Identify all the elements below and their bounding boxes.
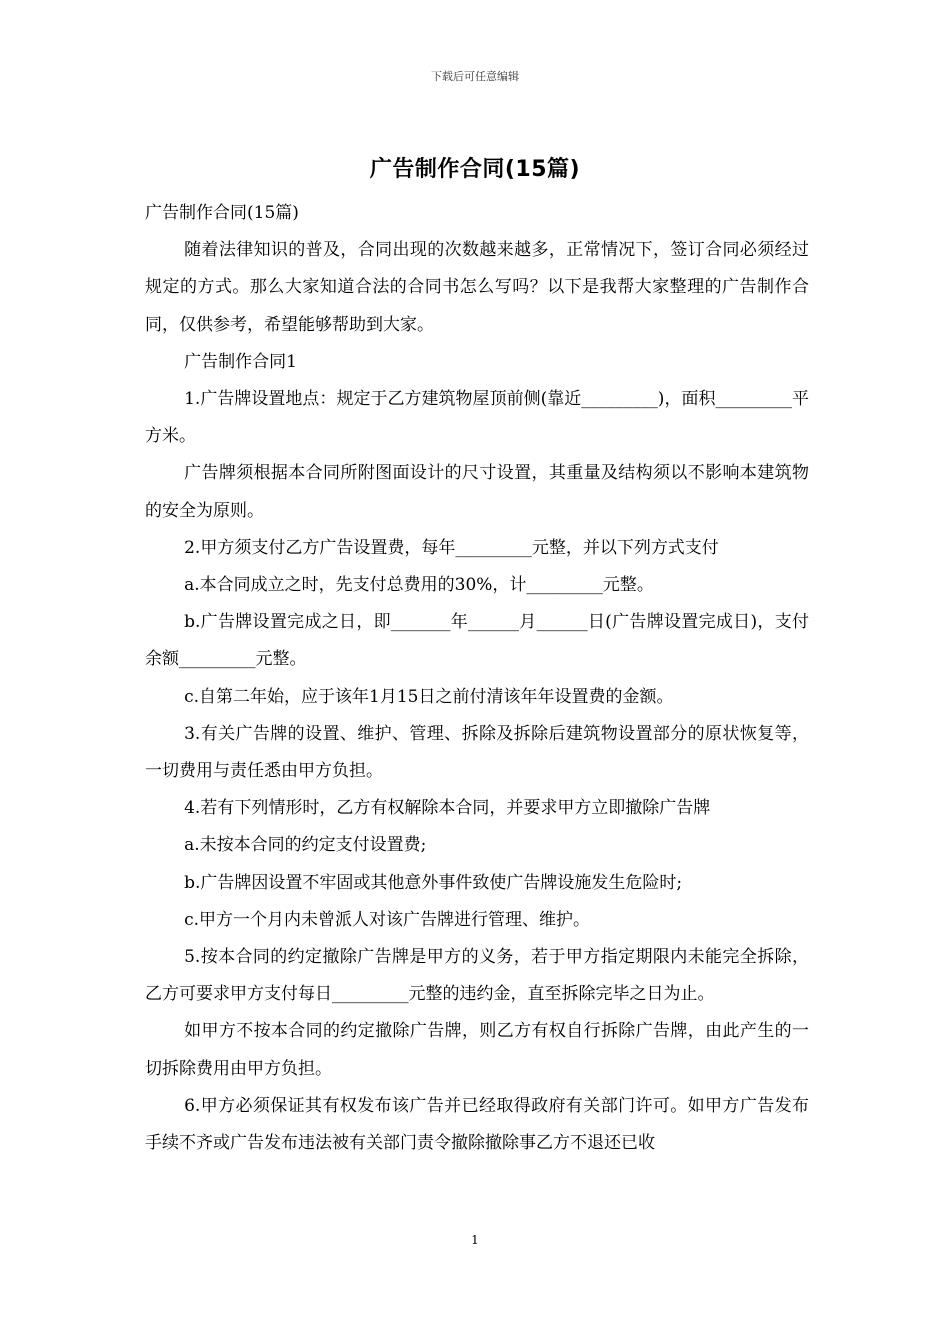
section-heading: 广告制作合同1 [184,351,297,372]
clause-4: 4.若有下列情形时，乙方有权解除本合同，并要求甲方立即撤除广告牌 [184,798,711,819]
clause-1: 1.广告牌设置地点：规定于乙方建筑物屋顶前侧(靠近_________)，面积_________平方米。 [145,389,809,447]
clause-3: 3.有关广告牌的设置、维护、管理、拆除及拆除后建筑物设置部分的原状恢复等，一切费用与责任悉由甲方负担。 [145,723,809,782]
clause-5-detail: 如甲方不按本合同的约定撤除广告牌，则乙方有权自行拆除广告牌，由此产生的一切拆除费用由甲方负担。 [145,1021,809,1079]
intro-paragraph: 随着法律知识的普及，合同出现的次数越来越多，正常情况下，签订合同必须经过规定的方式。那么大家知道合法的合同书怎么写吗？以下是我帮大家整理的广告制作合同，仅供参考，希望能够帮助到大家。 [145,240,809,335]
document-body [145,195,809,1162]
clause-2a: a.本合同成立之时，先支付总费用的30%，计_________元整。 [184,575,654,596]
clause-2: 2.甲方须支付乙方广告设置费，每年_________元整，并以下列方式支付 [184,537,719,558]
clause-5: 5.按本合同的约定撤除广告牌是甲方的义务，若于甲方指定期限内未能完全拆除，乙方可要求甲方支付每日_________元整的违约金，直至拆除完毕之日为止。 [145,947,809,1005]
page-number: 1 [471,1233,479,1247]
document-title: 广告制作合同(15篇) [369,157,581,182]
clause-1-detail: 广告牌须根据本合同所附图面设计的尺寸设置，其重量及结构须以不影响本建筑物的安全为原则。 [145,463,809,521]
clause-6: 6.甲方必须保证其有权发布该广告并已经取得政府有关部门许可。如甲方广告发布手续不齐或广告发布违法被有关部门责令撤除撤除事乙方不退还已收 [145,1095,809,1154]
subtitle-paragraph: 广告制作合同(15篇) [145,203,299,223]
clause-4c: c.甲方一个月内未曾派人对该广告牌进行管理、维护。 [184,909,591,930]
clause-2b: b.广告牌设置完成之日，即_______年______月______日(广告牌设置完成日)，支付余额_________元整。 [145,612,809,670]
header-note: 下载后可任意编辑 [431,70,519,83]
clause-2c: c.自第二年始，应于该年1月15日之前付清该年年设置费的金额。 [184,686,674,707]
clause-4b: b.广告牌因设置不牢固或其他意外事件致使广告牌设施发生危险时; [184,872,683,893]
clause-4a: a.未按本合同的约定支付设置费; [184,835,427,856]
